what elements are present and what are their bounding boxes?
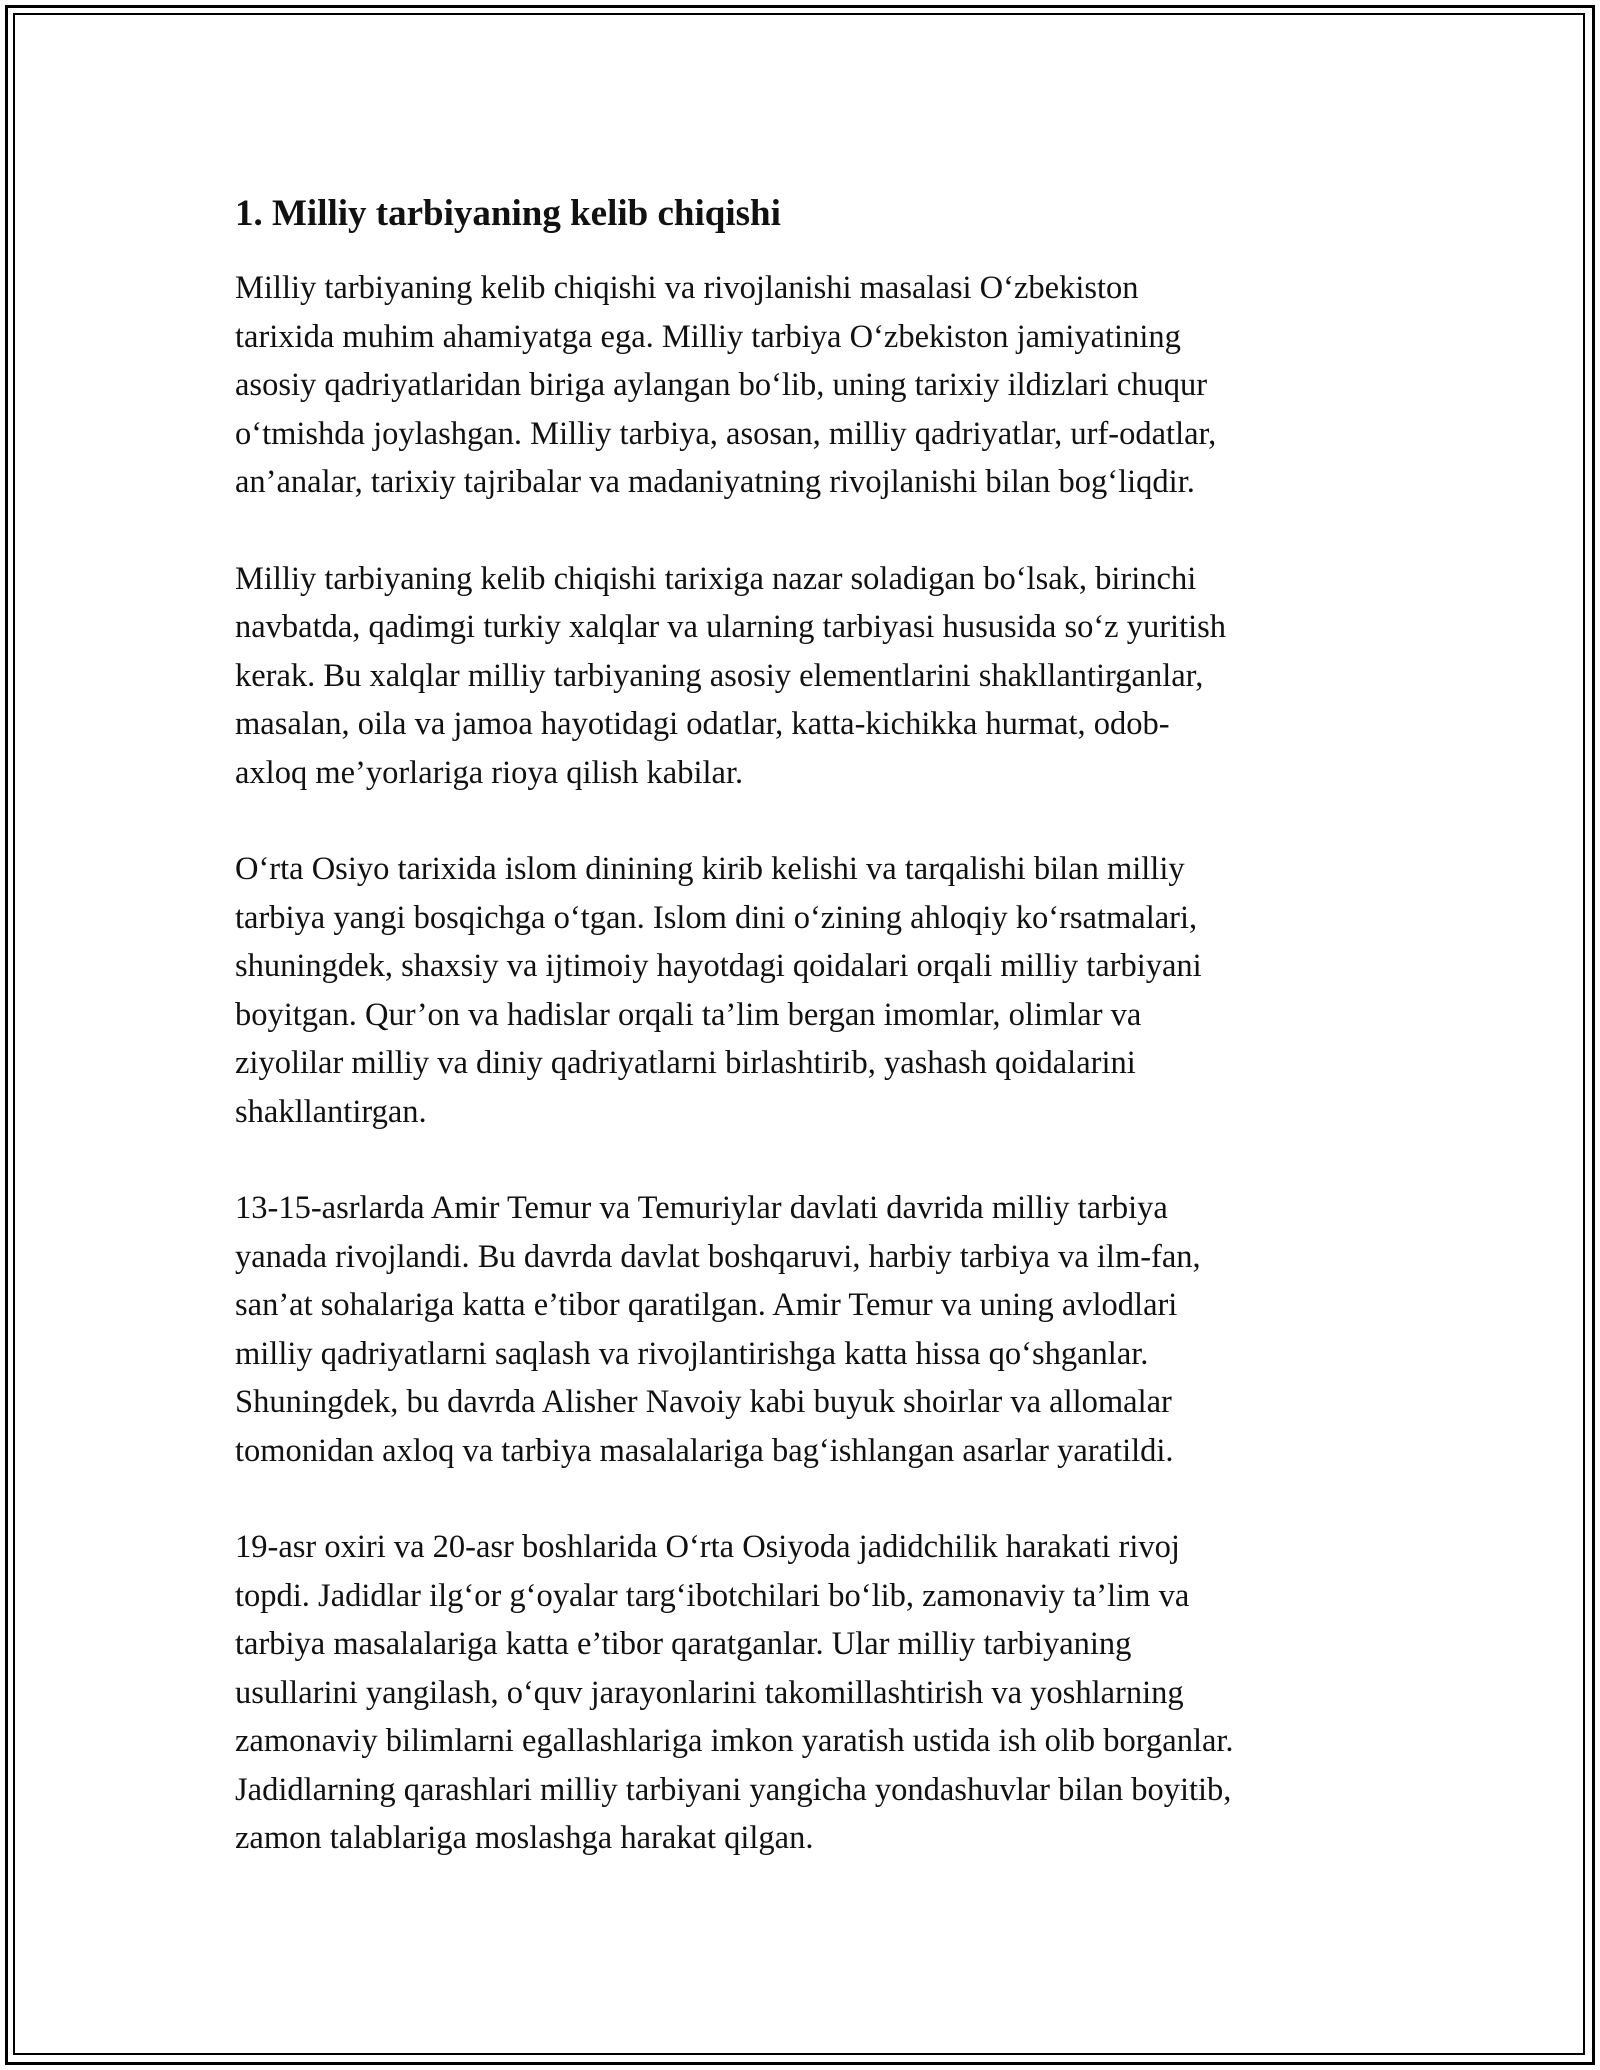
- paragraph-line: Milliy tarbiyaning kelib chiqishi tarixiga nazar soladigan bo‘lsak, birinchi: [235, 560, 1197, 597]
- paragraph-line: tarbiya yangi bosqichga o‘tgan. Islom dini o‘zining ahloqiy ko‘rsatmalari,: [235, 899, 1198, 936]
- paragraph-line: milliy qadriyatlarni saqlash va rivojlantirishga katta hissa qo‘shganlar.: [235, 1335, 1149, 1372]
- paragraph-line: axloq me’yorlariga rioya qilish kabilar.: [235, 754, 744, 791]
- paragraph-line: zamonaviy bilimlarni egallashlariga imkon yaratish ustida ish olib borganlar.: [235, 1723, 1234, 1759]
- paragraph-line: san’at sohalariga katta e’tibor qaratilgan. Amir Temur va uning avlodlari: [235, 1287, 1178, 1323]
- paragraph-line: zamon talablariga moslashga harakat qilgan.: [235, 1820, 814, 1856]
- paragraph: [235, 845, 1375, 1136]
- paragraph-line: topdi. Jadidlar ilg‘or g‘oyalar targ‘ibotchilari bo‘lib, zamonaviy ta’lim va: [235, 1577, 1190, 1614]
- paragraph-line: yanada rivojlandi. Bu davrda davlat boshqaruvi, harbiy tarbiya va ilm-fan,: [235, 1238, 1201, 1275]
- paragraph-line: boyitgan. Qur’on va hadislar orqali ta’lim bergan imomlar, olimlar va: [235, 996, 1142, 1033]
- paragraph-line: Milliy tarbiyaning kelib chiqishi va rivojlanishi masalasi O‘zbekiston: [235, 270, 1139, 306]
- paragraph: [235, 1184, 1375, 1475]
- paragraph-line: 19-asr oxiri va 20-asr boshlarida O‘rta Osiyoda jadidchilik harakati rivoj: [235, 1529, 1180, 1565]
- paragraph-line: 13-15-asrlarda Amir Temur va Temuriylar davlati davrida milliy tarbiya: [235, 1190, 1168, 1226]
- paragraph-list: [235, 264, 1375, 1863]
- paragraph: [235, 264, 1375, 507]
- paragraph-line: shakllantirgan.: [235, 1093, 427, 1130]
- paragraph-line: Jadidlarning qarashlari milliy tarbiyani yangicha yondashuvlar bilan boyitib,: [235, 1771, 1232, 1808]
- paragraph-line: an’analar, tarixiy tajribalar va madaniyatning rivojlanishi bilan bog‘liqdir.: [235, 464, 1195, 500]
- paragraph-line: shuningdek, shaxsiy va ijtimoiy hayotdagi qoidalari orqali milliy tarbiyani: [235, 948, 1202, 984]
- document-body: [235, 186, 1375, 1911]
- paragraph-line: masalan, oila va jamoa hayotidagi odatlar, katta-kichikka hurmat, odob-: [235, 706, 1170, 742]
- paragraph: [235, 555, 1375, 798]
- paragraph: [235, 1523, 1375, 1863]
- paragraph-line: ziyolilar milliy va diniy qadriyatlarni birlashtirib, yashash qoidalarini: [235, 1045, 1136, 1081]
- paragraph-line: O‘rta Osiyo tarixida islom dinining kirib kelishi va tarqalishi bilan milliy: [235, 851, 1185, 887]
- paragraph-line: kerak. Bu xalqlar milliy tarbiyaning asosiy elementlarini shakllantirganlar,: [235, 657, 1204, 694]
- paragraph-line: navbatda, qadimgi turkiy xalqlar va ularning tarbiyasi hususida so‘z yuritish: [235, 609, 1227, 645]
- paragraph-line: o‘tmishda joylashgan. Milliy tarbiya, asosan, milliy qadriyatlar, urf-odatlar,: [235, 415, 1217, 452]
- paragraph-line: tarbiya masalalariga katta e’tibor qaratganlar. Ular milliy tarbiyaning: [235, 1626, 1132, 1662]
- section-heading: 1. Milliy tarbiyaning kelib chiqishi: [235, 193, 781, 234]
- paragraph-line: tarixida muhim ahamiyatga ega. Milliy tarbiya O‘zbekiston jamiyatining: [235, 318, 1181, 355]
- paragraph-line: tomonidan axloq va tarbiya masalalariga bag‘ishlangan asarlar yaratildi.: [235, 1432, 1174, 1469]
- paragraph-line: Shuningdek, bu davrda Alisher Navoiy kabi buyuk shoirlar va allomalar: [235, 1384, 1172, 1420]
- paragraph-line: asosiy qadriyatlaridan biriga aylangan bo‘lib, uning tarixiy ildizlari chuqur: [235, 367, 1208, 403]
- paragraph-line: usullarini yangilash, o‘quv jarayonlarini takomillashtirish va yoshlarning: [235, 1674, 1184, 1711]
